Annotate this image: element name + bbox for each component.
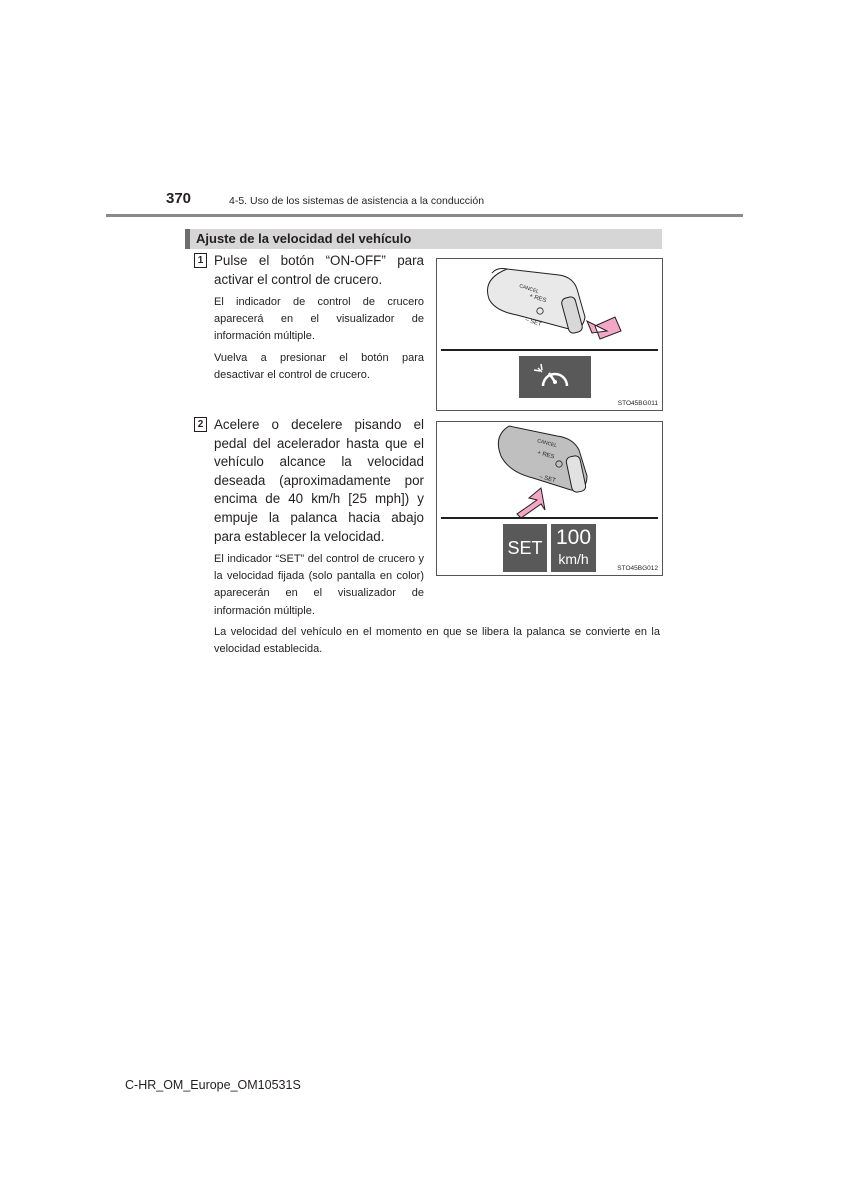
cruise-indicator-display [519,356,591,398]
section-heading [185,229,662,249]
figure-2 [436,421,663,576]
step-2-text: Acelere o decelere pisando el pedal del acelerador hasta que el vehículo alcance la velocidad deseada (aproximadamente por encima de 40 km/h [25 mph]) y empuje la palanca hacia abajo para establecer la velocidad. [214,417,424,544]
figure-2-rule [441,517,658,519]
lever-label-set: – SET [538,474,557,485]
set-speed-unit: km/h [558,551,589,567]
figure-1 [436,258,663,411]
set-speed-value: 100 [555,526,592,549]
push-down-arrow-icon [517,488,545,517]
lever-label-cancel: CANCEL [518,283,540,296]
footer-doc-id: C-HR_OM_Europe_OM10531S [125,1078,301,1092]
figure-1-code: STO45BG011 [617,400,658,407]
step-2-note-1: El indicador “SET” del control de crucero y la velocidad fijada (solo pantalla en color) aparecerán en el visualizador de información múltiple. [214,553,424,617]
speed-display [551,524,596,572]
set-indicator-text: SET [507,538,543,558]
header-rule [106,214,743,217]
closing-note: La velocidad del vehículo en el momento en que se libera la palanca se convierte en la velocidad establecida. [214,626,660,656]
lever-label-res: + RES [528,293,547,305]
push-arrow-icon [587,317,621,339]
step-1-note-1: El indicador de control de crucero aparecerá en el visualizador de información múltiple. [214,296,424,343]
lever-illustration [437,422,662,517]
cruise-control-icon [519,356,591,398]
lever-label-set: – SET [524,317,543,329]
lever-label-cancel: CANCEL [536,438,558,450]
lever-label-res: + RES [536,450,555,461]
step-1-text: Pulse el botón “ON-OFF” para activar el control de crucero. [214,253,424,287]
section-heading-text: Ajuste de la velocidad del vehículo [196,231,412,246]
figure-2-code: STO45BG012 [617,565,658,572]
page-number: 370 [166,190,192,207]
step-1-badge: 1 [194,253,207,268]
step-1-note-2: Vuelva a presionar el botón para desactivar el control de crucero. [214,352,424,382]
section-path: 4-5. Uso de los sistemas de asistencia a la conducción [229,195,485,207]
set-indicator-display [503,524,547,572]
lever-illustration [437,259,662,349]
figure-1-rule [441,349,658,351]
step-2-badge: 2 [194,417,207,432]
